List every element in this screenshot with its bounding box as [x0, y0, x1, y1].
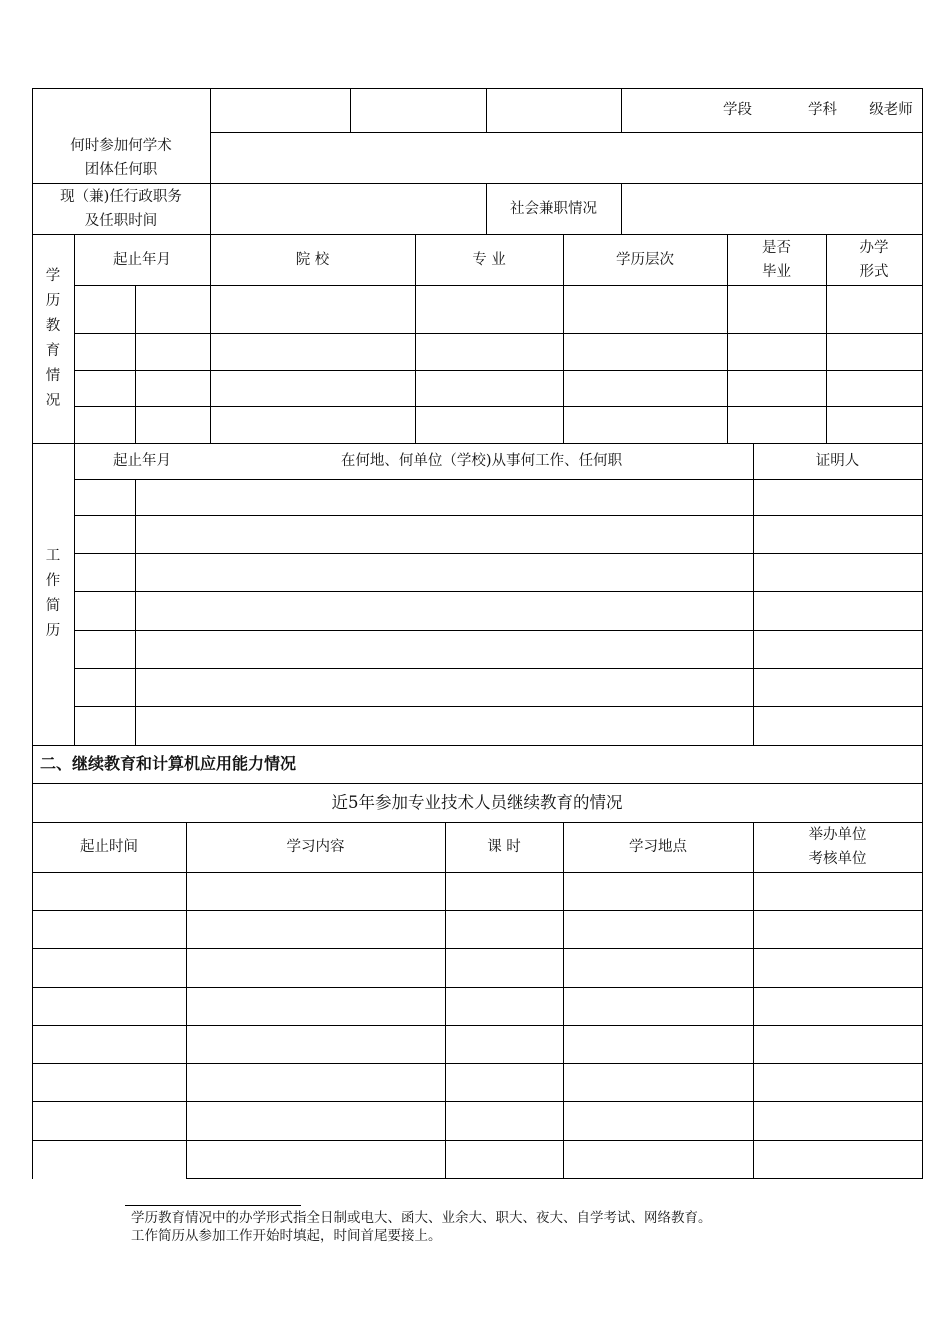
- work-row-cell[interactable]: [74, 591, 135, 630]
- grid-vline: [486, 183, 487, 235]
- education-header-form: 办学 形式: [859, 239, 889, 280]
- top-grade-label: [860, 88, 922, 132]
- grid-vline: [727, 234, 728, 444]
- work-row-cell[interactable]: [74, 553, 135, 591]
- grid-vline: [74, 234, 75, 746]
- education-header-level: 学历层次: [616, 251, 674, 268]
- grid-hline: [32, 872, 923, 873]
- work-row-cell[interactable]: [210, 706, 753, 745]
- education-row-cell[interactable]: [135, 285, 210, 333]
- level-text: 学段: [723, 102, 752, 118]
- education-row-cell[interactable]: [210, 333, 415, 370]
- ce-row-cell[interactable]: [563, 1101, 753, 1140]
- ce-row-cell[interactable]: [563, 987, 753, 1025]
- work-row-cell[interactable]: [135, 479, 210, 515]
- education-row-cell[interactable]: [210, 406, 415, 443]
- ce-row-cell[interactable]: [445, 872, 563, 910]
- ce-row-cell[interactable]: [445, 1101, 563, 1140]
- ce-row-cell[interactable]: [32, 1140, 186, 1178]
- education-row-cell[interactable]: [826, 370, 922, 406]
- education-row-cell[interactable]: [415, 406, 563, 443]
- work-row-cell[interactable]: [135, 630, 210, 668]
- education-row-cell[interactable]: [74, 406, 135, 443]
- ce-row-cell[interactable]: [186, 910, 445, 948]
- education-row-cell[interactable]: [563, 333, 727, 370]
- education-row-cell[interactable]: [415, 370, 563, 406]
- grid-hline: [74, 370, 923, 371]
- education-row-cell[interactable]: [74, 333, 135, 370]
- work-row-cell[interactable]: [210, 479, 753, 515]
- work-row-cell[interactable]: [210, 515, 753, 553]
- education-row-cell[interactable]: [727, 285, 826, 333]
- grid-vline: [563, 822, 564, 1179]
- education-row-cell[interactable]: [727, 406, 826, 443]
- ce-row-cell[interactable]: [32, 910, 186, 948]
- education-row-cell[interactable]: [415, 333, 563, 370]
- education-row-cell[interactable]: [74, 285, 135, 333]
- ce-row-cell[interactable]: [186, 872, 445, 910]
- education-row-cell[interactable]: [727, 370, 826, 406]
- ce-row-cell[interactable]: [445, 1025, 563, 1063]
- grid-hline: [74, 333, 923, 334]
- grid-vline: [621, 183, 622, 235]
- work-row-cell[interactable]: [135, 515, 210, 553]
- education-row-cell[interactable]: [826, 406, 922, 443]
- ce-row-cell[interactable]: [753, 910, 922, 948]
- grid-vline: [415, 234, 416, 444]
- education-row-cell[interactable]: [826, 285, 922, 333]
- work-row-cell[interactable]: [210, 553, 753, 591]
- ce-row-cell[interactable]: [563, 948, 753, 987]
- education-row-cell[interactable]: [210, 285, 415, 333]
- grid-vline: [32, 88, 33, 1179]
- grid-hline: [32, 822, 923, 823]
- education-row-cell[interactable]: [135, 406, 210, 443]
- ce-header-time: 起止时间: [80, 839, 138, 855]
- education-row-cell[interactable]: [74, 370, 135, 406]
- work-header-where: 在何地、何单位（学校)从事何工作、任何职: [340, 453, 623, 469]
- ce-row-cell[interactable]: [753, 1101, 922, 1140]
- grid-vline: [621, 88, 622, 133]
- grid-vline: [135, 285, 136, 444]
- section-two-title: 二、继续教育和计算机应用能力情况: [40, 754, 297, 773]
- education-row-cell[interactable]: [727, 333, 826, 370]
- ce-row-cell[interactable]: [563, 1140, 753, 1178]
- grid-vline: [753, 822, 754, 1179]
- grid-hline: [186, 1178, 923, 1179]
- education-row-cell[interactable]: [563, 406, 727, 443]
- grid-vline: [210, 88, 211, 444]
- section-two-subtitle: 近5年参加专业技术人员继续教育的情况: [331, 792, 623, 812]
- education-header-period: 起止年月: [113, 251, 171, 268]
- ce-row-cell[interactable]: [563, 910, 753, 948]
- grid-hline: [74, 668, 923, 669]
- ce-row-cell[interactable]: [32, 1101, 186, 1140]
- grid-hline: [32, 987, 923, 988]
- work-row-cell[interactable]: [753, 479, 922, 515]
- grid-hline: [32, 1025, 923, 1026]
- ce-row-cell[interactable]: [753, 948, 922, 987]
- grid-hline: [32, 910, 923, 911]
- grid-hline: [74, 553, 923, 554]
- grid-hline: [32, 1140, 923, 1141]
- ce-row-cell[interactable]: [563, 872, 753, 910]
- education-row-cell[interactable]: [210, 370, 415, 406]
- grid-hline: [32, 783, 923, 784]
- subject-text: 学科: [808, 102, 837, 118]
- grid-vline: [922, 88, 923, 1179]
- work-row-cell[interactable]: [74, 668, 135, 706]
- social-post-label: 社会兼职情况: [510, 200, 597, 217]
- grid-vline: [350, 88, 351, 133]
- grid-vline: [445, 822, 446, 1179]
- work-header-period: 起止年月: [113, 453, 171, 469]
- work-row-cell[interactable]: [135, 553, 210, 591]
- work-row-cell[interactable]: [74, 630, 135, 668]
- work-row-cell[interactable]: [74, 479, 135, 515]
- ce-row-cell[interactable]: [445, 948, 563, 987]
- education-row-cell[interactable]: [563, 370, 727, 406]
- footnote-rule: [125, 1205, 301, 1206]
- grid-hline: [32, 745, 923, 746]
- education-header-graduated: 是否 毕业: [762, 239, 791, 280]
- work-row-cell[interactable]: [753, 630, 922, 668]
- grid-hline: [74, 591, 923, 592]
- grid-hline: [74, 630, 923, 631]
- footnotes: [131, 1209, 712, 1245]
- ce-row-cell[interactable]: [32, 948, 186, 987]
- work-row-cell[interactable]: [210, 668, 753, 706]
- grid-hline: [32, 1063, 923, 1064]
- grid-vline: [186, 822, 187, 1179]
- education-row-cell[interactable]: [135, 333, 210, 370]
- work-side-text: 工作简历: [45, 548, 61, 639]
- grid-vline: [135, 479, 136, 746]
- footnote-2: 工作简历从参加工作开始时填起，时间首尾要接上。: [131, 1228, 442, 1244]
- ce-row-cell[interactable]: [563, 1063, 753, 1101]
- ce-header-place: 学习地点: [629, 839, 687, 855]
- ce-row-cell[interactable]: [32, 1063, 186, 1101]
- grid-hline: [74, 406, 923, 407]
- ce-row-cell[interactable]: [445, 1063, 563, 1101]
- education-row-cell[interactable]: [563, 285, 727, 333]
- ce-row-cell[interactable]: [445, 987, 563, 1025]
- work-row-cell[interactable]: [135, 591, 210, 630]
- education-header-major: 专 业: [472, 251, 506, 268]
- ce-header-organizer: 举办单位 考核单位: [808, 827, 867, 867]
- work-row-cell[interactable]: [753, 591, 922, 630]
- education-side-text: 学历教育情况: [45, 267, 61, 409]
- ce-row-cell[interactable]: [186, 987, 445, 1025]
- education-row-cell[interactable]: [415, 285, 563, 333]
- education-side-label: [32, 234, 74, 443]
- work-side-label: [32, 443, 74, 745]
- grid-hline: [32, 948, 923, 949]
- ce-row-cell[interactable]: [32, 872, 186, 910]
- work-row-cell[interactable]: [753, 553, 922, 591]
- ce-row-cell[interactable]: [563, 1025, 753, 1063]
- work-row-cell[interactable]: [753, 706, 922, 745]
- grid-hline: [74, 706, 923, 707]
- work-row-cell[interactable]: [135, 706, 210, 745]
- education-row-cell[interactable]: [135, 370, 210, 406]
- grid-hline: [32, 443, 923, 444]
- ce-row-cell[interactable]: [32, 987, 186, 1025]
- grid-hline: [32, 234, 923, 235]
- education-row-cell[interactable]: [826, 333, 922, 370]
- ce-row-cell[interactable]: [753, 987, 922, 1025]
- work-row-cell[interactable]: [74, 515, 135, 553]
- grid-vline: [826, 234, 827, 444]
- ce-row-cell[interactable]: [186, 1025, 445, 1063]
- grade-text: 级老师: [869, 102, 913, 118]
- education-header-school: 院 校: [295, 251, 330, 268]
- ce-row-cell[interactable]: [186, 1140, 445, 1178]
- ce-row-cell[interactable]: [753, 1063, 922, 1101]
- ce-row-cell[interactable]: [186, 1101, 445, 1140]
- ce-header-hours: 课 时: [487, 839, 521, 855]
- grid-hline: [74, 285, 923, 286]
- work-row-cell[interactable]: [74, 706, 135, 745]
- ce-row-cell[interactable]: [186, 1063, 445, 1101]
- academic-group-label: 何时参加何学术 团体任何职: [70, 137, 172, 178]
- ce-header-content: 学习内容: [286, 839, 345, 855]
- top-subject-label: [790, 88, 855, 132]
- work-row-cell[interactable]: [753, 668, 922, 706]
- top-level-label: [705, 88, 770, 132]
- ce-row-cell[interactable]: [753, 872, 922, 910]
- ce-row-cell[interactable]: [186, 948, 445, 987]
- grid-hline: [32, 183, 923, 184]
- footnote-1: 学历教育情况中的办学形式指全日制或电大、函大、业余大、职大、夜大、自学考试、网络教育。: [131, 1210, 712, 1226]
- grid-vline: [486, 88, 487, 133]
- grid-hline: [210, 132, 923, 133]
- work-row-cell[interactable]: [135, 668, 210, 706]
- grid-vline: [563, 234, 564, 444]
- ce-row-cell[interactable]: [753, 1140, 922, 1178]
- work-header-witness: 证明人: [815, 453, 860, 469]
- grid-hline: [74, 479, 923, 480]
- ce-row-cell[interactable]: [445, 910, 563, 948]
- ce-row-cell[interactable]: [753, 1025, 922, 1063]
- admin-post-label: 现（兼)任行政职务 及任职时间: [60, 188, 182, 229]
- grid-hline: [32, 1101, 923, 1102]
- grid-hline: [32, 88, 923, 89]
- ce-row-cell[interactable]: [32, 1025, 186, 1063]
- ce-row-cell[interactable]: [445, 1140, 563, 1178]
- work-row-cell[interactable]: [210, 630, 753, 668]
- work-row-cell[interactable]: [210, 591, 753, 630]
- grid-vline: [753, 443, 754, 746]
- work-row-cell[interactable]: [753, 515, 922, 553]
- grid-hline: [74, 515, 923, 516]
